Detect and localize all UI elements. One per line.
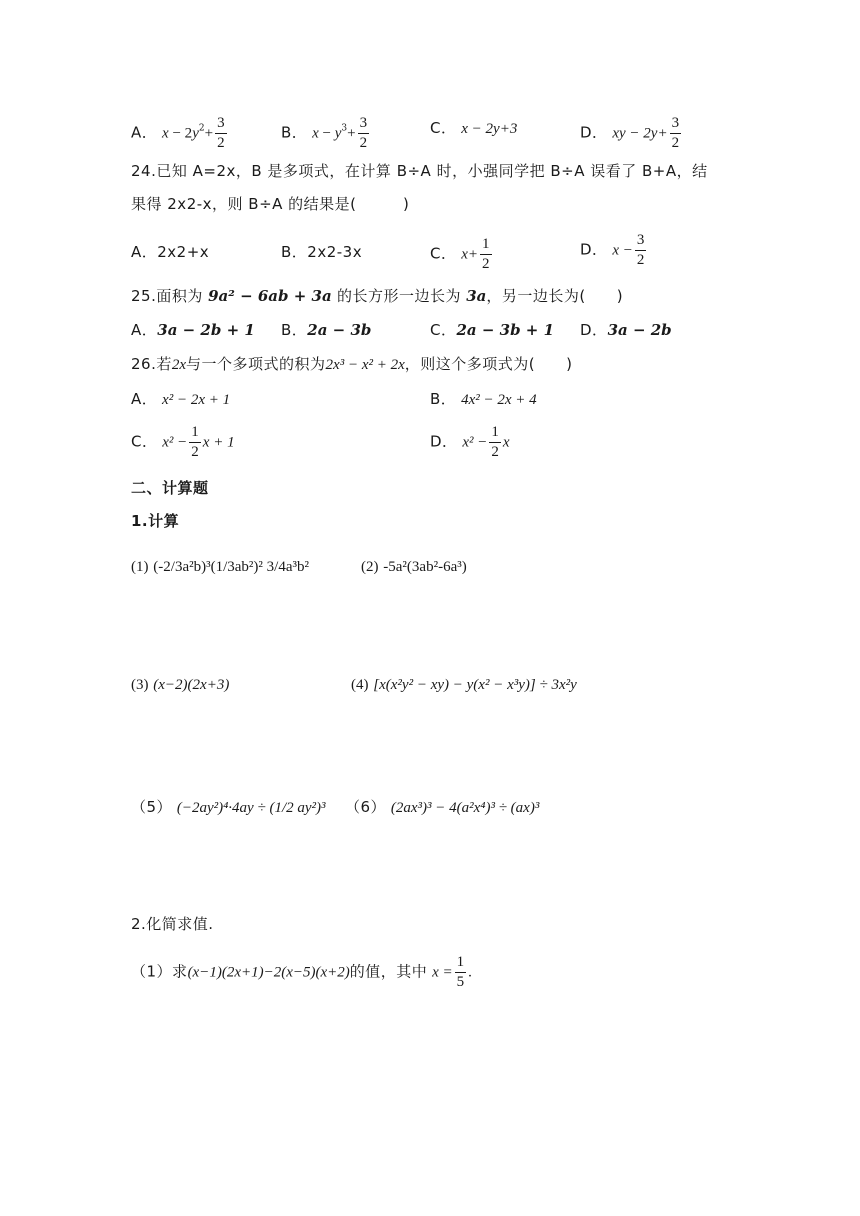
q23-option-b: B． $x - y^3+$ $\frac{3}{2}$ [281, 115, 368, 151]
problem-6 [345, 800, 539, 816]
problem-label: (1) [131, 559, 149, 575]
q23-option-a: A． $x - 2y^2+$ $\frac{3}{2}$ [131, 115, 225, 151]
problem-label: （6） [345, 798, 387, 816]
fraction: $\frac{3}{2}$ [671, 115, 680, 151]
simplify-problem-1: （1）求(x−1)(2x+1)−2(x−5)(x+2)的值，其中 x = $\frac{1}{5}$ . [131, 954, 472, 990]
problem-5 [131, 800, 326, 816]
problem-2 [361, 559, 467, 575]
q26-option-b: B． 4x² − 2x + 4 [430, 390, 537, 408]
q24-stem-line1: 24.已知 A=2x，B 是多项式，在计算 B÷A 时，小强同学把 B÷A 误看了 B+A，结 [131, 162, 708, 180]
q24-option-b: B．2x2-3x [281, 243, 363, 261]
problem-label: （5） [131, 798, 173, 816]
q24-option-a: A．2x2+x [131, 243, 210, 261]
q26-stem: 26.若2x与一个多项式的积为2x³ − x² + 2x，则这个多项式为( ) [131, 355, 573, 373]
q25-option-b: B．2a − 3b [281, 321, 372, 339]
problem-1 [131, 559, 309, 575]
problem-expression: (x−2)(2x+3) [153, 677, 230, 693]
fraction: $\frac{1}{2}$ [491, 424, 499, 460]
fraction: $\frac{3}{2}$ [359, 115, 368, 151]
problem-label: (2) [361, 559, 379, 575]
q26-option-d: D． x² − $\frac{1}{2}$ x [430, 424, 510, 460]
problem-label: (3) [131, 677, 149, 693]
fraction: $\frac{3}{2}$ [217, 115, 225, 151]
q25-option-d: D．3a − 2b [580, 321, 672, 339]
subsection-simplify-title: 2.化简求值. [131, 915, 214, 933]
problem-expression: -5a²(3ab²-6a³) [383, 559, 467, 575]
fraction: $\frac{1}{2}$ [191, 424, 199, 460]
fraction: $\frac{1}{5}$ [456, 954, 465, 990]
q25-stem: 25.面积为 9a² − 6ab + 3a 的长方形一边长为 3a，另一边长为( ) [131, 287, 624, 305]
subsection-calc-title: 1.计算 [131, 512, 180, 530]
problem-expression: (2ax³)³ − 4(a²x⁴)³ ÷ (ax)³ [390, 800, 540, 816]
q25-option-c: C．2a − 3b + 1 [430, 321, 555, 339]
fraction: $\frac{1}{2}$ [482, 236, 490, 272]
q23-option-d: D． xy − 2y+ $\frac{3}{2}$ [580, 115, 680, 151]
section-title: 二、计算题 [131, 479, 209, 497]
q25-option-a: A．3a − 2b + 1 [131, 321, 255, 339]
problem-4 [351, 677, 577, 693]
q26-option-c: C． x² − $\frac{1}{2}$ x + 1 [131, 424, 235, 460]
problem-label: (4) [351, 677, 369, 693]
problem-expression: (-2/3a²b)³(1/3ab²)² 3/4a³b² [153, 559, 309, 575]
q24-option-c: C． x+ $\frac{1}{2}$ [430, 236, 490, 272]
q23-option-c: C． x − 2y+3 [430, 119, 518, 137]
problem-expression: (−2ay²)⁴·4ay ÷ (1/2 ay²)³ [176, 800, 326, 816]
q24-option-d: D． x − $\frac{3}{2}$ [580, 232, 645, 268]
problem-expression: [x(x²y² − xy) − y(x² − x³y)] ÷ 3x²y [373, 677, 577, 693]
fraction: $\frac{3}{2}$ [636, 232, 645, 268]
q26-option-a: A． x² − 2x + 1 [131, 390, 231, 408]
q24-stem-line2: 果得 2x2-x，则 B÷A 的结果是( ) [131, 195, 410, 213]
problem-3 [131, 677, 229, 693]
